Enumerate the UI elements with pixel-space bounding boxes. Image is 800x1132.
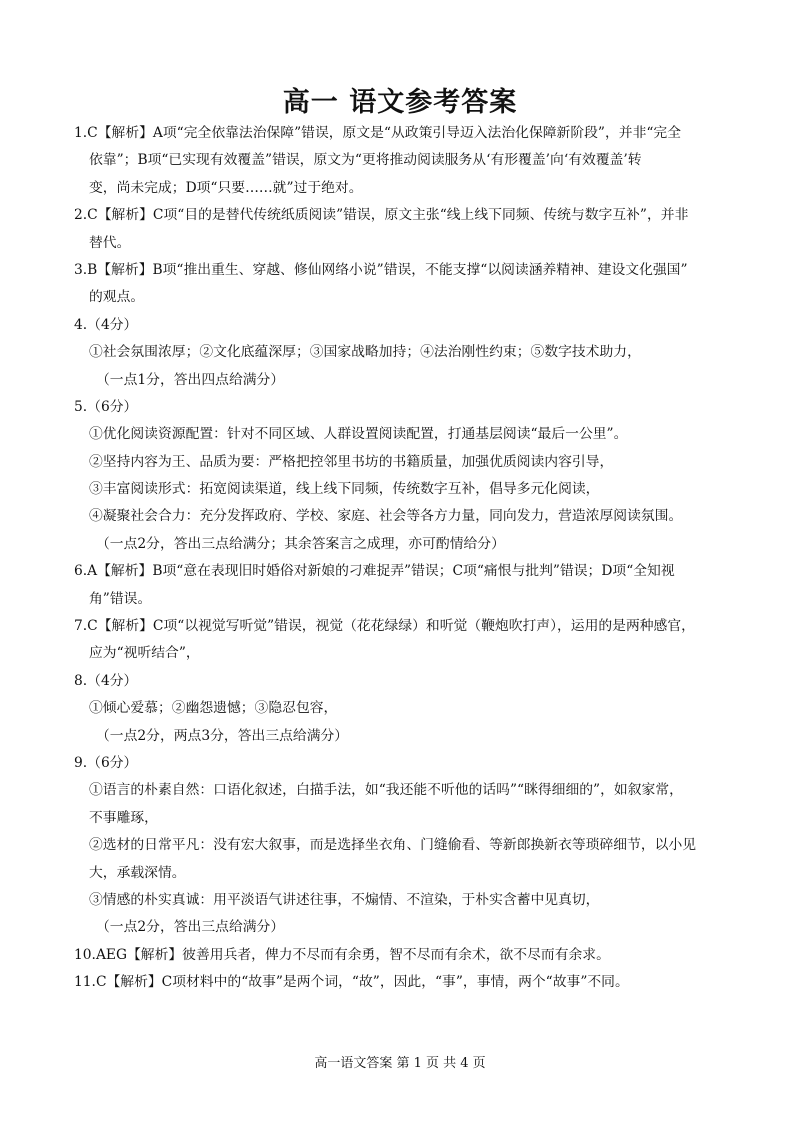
answer-line: ①社会氛围浓厚；②文化底蕴深厚；③国家战略加持；④法治刚性约束；⑤数字技术助力，: [89, 344, 641, 361]
answer-line: ③情感的朴实真诚：用平淡语气讲述往事，不煽情、不渲染，于朴实含蓄中见真切，: [89, 891, 600, 908]
scoring-note: （一点1分，答出四点给满分）: [96, 371, 285, 388]
answer-line: 4.（4分）: [74, 316, 138, 333]
answer-line: 依靠”；B项“已实现有效覆盖”错误，原文为“更将推动阅读服务从‘有形覆盖’向‘有效覆盖’转: [89, 152, 642, 169]
answer-content: [74, 120, 734, 997]
answer-line: ①语言的朴素自然：口语化叙述，白描手法，如“我还能不听他的话吗”“眯得细细的”，如叙家常，: [89, 782, 683, 799]
answer-line: ②坚持内容为王、品质为要：严格把控邻里书坊的书籍质量，加强优质阅读内容引导，: [89, 453, 614, 470]
scoring-note: （一点2分，答出三点给满分）: [96, 919, 285, 936]
answer-line: 变，尚未完成；D项“只要……就”过于绝对。: [89, 179, 363, 196]
page-footer: 高一语文答案 第 1 页 共 4 页: [314, 1056, 486, 1071]
answer-line: 6.A【解析】B项“意在表现旧时婚俗对新娘的刁难捉弄”错误；C项“痛恨与批判”错误；D项“全知视: [74, 563, 675, 580]
answer-line: 9.（6分）: [74, 754, 138, 771]
answer-line: ③丰富阅读形式：拓宽阅读渠道，线上线下同频，传统数字互补，倡导多元化阅读，: [89, 481, 600, 498]
answer-line: ④凝聚社会合力：充分发挥政府、学校、家庭、社会等各方力量，同向发力，营造浓厚阅读氛围。: [89, 508, 683, 525]
answer-line: 10.AEG【解析】彼善用兵者，俾力不尽而有余勇，智不尽而有余术，欲不尽而有余求。: [74, 946, 610, 963]
answer-line: 2.C【解析】C项“目的是替代传统纸质阅读”错误，原文主张“线上线下同频、传统与数字互补”，并非: [74, 207, 689, 224]
scoring-note: （一点2分，答出三点给满分；其余答案言之成理，亦可酌情给分）: [96, 535, 505, 552]
answer-line: 替代。: [89, 234, 131, 251]
answer-line: ②选材的日常平凡：没有宏大叙事，而是选择坐衣角、门缝偷看、等新郎换新衣等琐碎细节，以小见: [89, 837, 697, 854]
answer-line: 11.C【解析】C项材料中的“故事”是两个词，“故”，因此，“事”，事情，两个“故事”不同。: [74, 974, 629, 991]
page-title: 高一 语文参考答案: [282, 87, 518, 118]
answer-line: 8.（4分）: [74, 672, 138, 689]
answer-line: 1.C【解析】A项“完全依靠法治保障”错误，原文是“从政策引导迈入法治化保障新阶段”，并非“完全: [74, 125, 682, 141]
answer-line: 的观点。: [89, 289, 145, 306]
answer-line: 大，承载深情。: [89, 864, 186, 881]
answer-line: ①倾心爱慕；②幽怨遗憾；③隐忍包容，: [89, 700, 338, 717]
answer-line: ①优化阅读资源配置：针对不同区域、人群设置阅读配置，打通基层阅读“最后一公里”。: [89, 426, 628, 443]
answer-line: 7.C【解析】C项“以视觉写听觉”错误，视觉（花花绿绿）和听觉（鞭炮吹打声），运用的是两种感官，: [74, 618, 695, 635]
answer-line: 3.B【解析】B项“推出重生、穿越、修仙网络小说”错误，不能支撑“以阅读涵养精神、建设文化强国”: [74, 261, 688, 278]
answer-line: 应为“视听结合”，: [89, 645, 200, 662]
answer-line: 角”错误。: [89, 590, 152, 607]
answer-line: 5.（6分）: [74, 398, 138, 415]
scoring-note: （一点2分，两点3分，答出三点给满分）: [96, 727, 349, 744]
answer-line: 不事雕琢，: [89, 809, 158, 826]
